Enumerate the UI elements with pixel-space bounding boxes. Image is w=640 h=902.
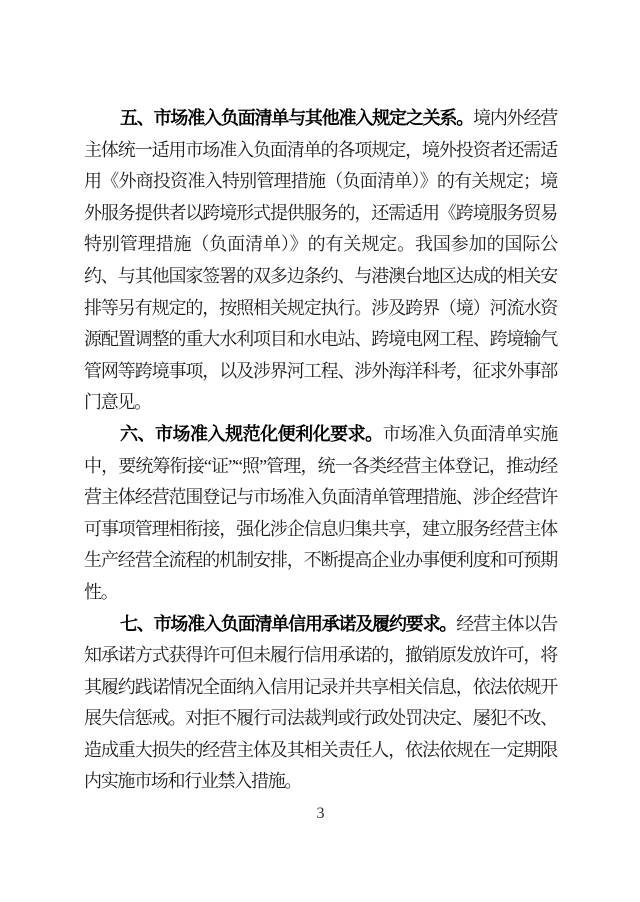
section-7-heading: 七、市场准入负面清单信用承诺及履约要求。: [120, 613, 457, 634]
section-6-heading: 六、市场准入规范化便利化要求。: [120, 423, 383, 444]
paragraph-section-7: [84, 609, 557, 799]
paragraph-section-6: [84, 419, 557, 609]
section-5-heading: 五、市场准入负面清单与其他准入规定之关系。: [120, 108, 474, 128]
section-6-body: 市场准入负面清单实施中，要统筹衔接“证”“照”管理，统一各类经营主体登记，推动经营主体经营范围登记与市场准入负面清单管理措施、涉企经营许可事项管理相衔接，强化涉企信息归集共享，建立服务经营主体生产经营全流程的机制安排，不断提高企业办事便利度和可预期性。: [84, 423, 557, 602]
section-5-body: 境内外经营主体统一适用市场准入负面清单的各项规定，境外投资者还需适用《外商投资准入特别管理措施（负面清单）》的有关规定；境外服务提供者以跨境形式提供服务的，还需适用《跨境服务贸易特别管理措施（负面清单）》的有关规定。我国参加的国际公约、与其他国家签署的双多边条约、与港澳台地区达成的相关安排等另有规定的，按照相关规定执行。涉及跨界（境）河流水资源配置调整的重大水利项目和水电站、跨境电网工程、跨境输气管网等跨境事项，以及涉界河工程、涉外海洋科考，征求外事部门意见。: [84, 108, 558, 413]
paragraph-section-5: [84, 103, 557, 419]
page-number: 3: [316, 805, 325, 823]
section-7-body: 经营主体以告知承诺方式获得许可但未履行信用承诺的，撤销原发放许可，将其履约践诺情况全面纳入信用记录并共享相关信息，依法依规开展失信惩戒。对拒不履行司法裁判或行政处罚决定、屡犯不改、造成重大损失的经营主体及其相关责任人，依法依规在一定期限内实施市场和行业禁入措施。: [84, 613, 558, 792]
